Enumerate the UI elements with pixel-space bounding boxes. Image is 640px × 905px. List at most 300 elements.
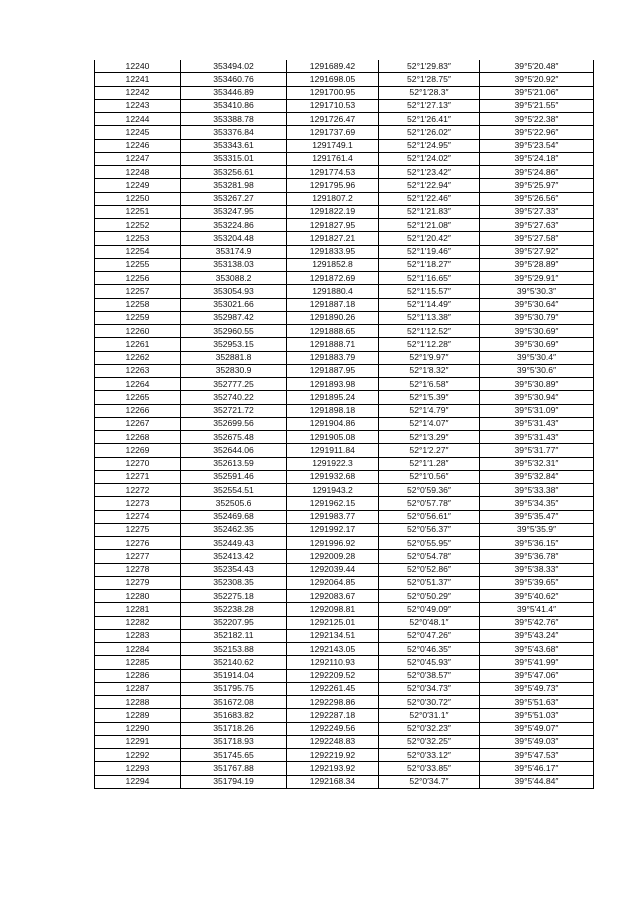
table-row: [95, 775, 594, 788]
longitude-cell: 39°5′20.48″: [480, 60, 594, 73]
table-row: [95, 152, 594, 165]
point-number-cell: 12256: [95, 272, 181, 285]
latitude-cell: 52°1′24.95″: [379, 139, 480, 152]
longitude-cell: 39°5′49.03″: [480, 735, 594, 748]
latitude-cell: 52°0′47.26″: [379, 629, 480, 642]
x-coordinate-cell: 353021.66: [181, 298, 287, 311]
table-row: [95, 311, 594, 324]
longitude-cell: 39°5′22.96″: [480, 126, 594, 139]
point-number-cell: 12291: [95, 735, 181, 748]
longitude-cell: 39°5′30.3″: [480, 285, 594, 298]
y-coordinate-cell: 1292098.81: [287, 603, 379, 616]
latitude-cell: 52°1′8.32″: [379, 364, 480, 377]
y-coordinate-cell: 1291774.53: [287, 166, 379, 179]
y-coordinate-cell: 1291710.53: [287, 99, 379, 112]
point-number-cell: 12250: [95, 192, 181, 205]
x-coordinate-cell: 351795.75: [181, 682, 287, 695]
table-row: [95, 537, 594, 550]
latitude-cell: 52°1′3.29″: [379, 431, 480, 444]
x-coordinate-cell: 353174.9: [181, 245, 287, 258]
longitude-cell: 39°5′21.55″: [480, 99, 594, 112]
longitude-cell: 39°5′31.43″: [480, 431, 594, 444]
y-coordinate-cell: 1291872.69: [287, 272, 379, 285]
x-coordinate-cell: 352238.28: [181, 603, 287, 616]
y-coordinate-cell: 1292298.86: [287, 696, 379, 709]
latitude-cell: 52°1′1.28″: [379, 457, 480, 470]
latitude-cell: 52°1′2.27″: [379, 444, 480, 457]
y-coordinate-cell: 1292134.51: [287, 629, 379, 642]
latitude-cell: 52°1′6.58″: [379, 378, 480, 391]
y-coordinate-cell: 1291992.17: [287, 523, 379, 536]
y-coordinate-cell: 1292287.18: [287, 709, 379, 722]
table-row: [95, 735, 594, 748]
table-row: [95, 232, 594, 245]
y-coordinate-cell: 1291904.86: [287, 417, 379, 430]
latitude-cell: 52°0′51.37″: [379, 576, 480, 589]
longitude-cell: 39°5′43.68″: [480, 643, 594, 656]
y-coordinate-cell: 1291911.84: [287, 444, 379, 457]
point-number-cell: 12274: [95, 510, 181, 523]
x-coordinate-cell: 352207.95: [181, 616, 287, 629]
table-row: [95, 258, 594, 271]
y-coordinate-cell: 1292125.01: [287, 616, 379, 629]
y-coordinate-cell: 1292110.93: [287, 656, 379, 669]
table-row: [95, 749, 594, 762]
longitude-cell: 39°5′31.77″: [480, 444, 594, 457]
point-number-cell: 12271: [95, 470, 181, 483]
longitude-cell: 39°5′26.56″: [480, 192, 594, 205]
table-row: [95, 709, 594, 722]
x-coordinate-cell: 352469.68: [181, 510, 287, 523]
point-number-cell: 12273: [95, 497, 181, 510]
longitude-cell: 39°5′35.47″: [480, 510, 594, 523]
longitude-cell: 39°5′30.64″: [480, 298, 594, 311]
latitude-cell: 52°0′34.73″: [379, 682, 480, 695]
latitude-cell: 52°1′29.83″: [379, 60, 480, 73]
table-row: [95, 113, 594, 126]
x-coordinate-cell: 352613.59: [181, 457, 287, 470]
table-row: [95, 86, 594, 99]
latitude-cell: 52°1′14.49″: [379, 298, 480, 311]
latitude-cell: 52°1′22.94″: [379, 179, 480, 192]
longitude-cell: 39°5′35.9″: [480, 523, 594, 536]
y-coordinate-cell: 1292249.56: [287, 722, 379, 735]
x-coordinate-cell: 351767.88: [181, 762, 287, 775]
y-coordinate-cell: 1291833.95: [287, 245, 379, 258]
x-coordinate-cell: 353267.27: [181, 192, 287, 205]
longitude-cell: 39°5′30.69″: [480, 338, 594, 351]
point-number-cell: 12292: [95, 749, 181, 762]
point-number-cell: 12246: [95, 139, 181, 152]
point-number-cell: 12261: [95, 338, 181, 351]
y-coordinate-cell: 1291852.8: [287, 258, 379, 271]
y-coordinate-cell: 1292009.28: [287, 550, 379, 563]
x-coordinate-cell: 352740.22: [181, 391, 287, 404]
table-row: [95, 643, 594, 656]
y-coordinate-cell: 1291749.1: [287, 139, 379, 152]
point-number-cell: 12286: [95, 669, 181, 682]
point-number-cell: 12280: [95, 590, 181, 603]
longitude-cell: 39°5′29.91″: [480, 272, 594, 285]
longitude-cell: 39°5′51.03″: [480, 709, 594, 722]
point-number-cell: 12243: [95, 99, 181, 112]
point-number-cell: 12270: [95, 457, 181, 470]
latitude-cell: 52°0′30.72″: [379, 696, 480, 709]
y-coordinate-cell: 1291888.71: [287, 338, 379, 351]
y-coordinate-cell: 1292193.92: [287, 762, 379, 775]
y-coordinate-cell: 1291887.95: [287, 364, 379, 377]
longitude-cell: 39°5′49.07″: [480, 722, 594, 735]
x-coordinate-cell: 352675.48: [181, 431, 287, 444]
longitude-cell: 39°5′27.92″: [480, 245, 594, 258]
y-coordinate-cell: 1292143.05: [287, 643, 379, 656]
latitude-cell: 52°1′4.79″: [379, 404, 480, 417]
longitude-cell: 39°5′32.31″: [480, 457, 594, 470]
x-coordinate-cell: 352462.35: [181, 523, 287, 536]
latitude-cell: 52°1′12.52″: [379, 325, 480, 338]
point-number-cell: 12290: [95, 722, 181, 735]
y-coordinate-cell: 1291807.2: [287, 192, 379, 205]
longitude-cell: 39°5′36.78″: [480, 550, 594, 563]
point-number-cell: 12287: [95, 682, 181, 695]
table-row: [95, 179, 594, 192]
longitude-cell: 39°5′24.18″: [480, 152, 594, 165]
x-coordinate-cell: 352505.6: [181, 497, 287, 510]
point-number-cell: 12294: [95, 775, 181, 788]
point-number-cell: 12266: [95, 404, 181, 417]
table-row: [95, 484, 594, 497]
y-coordinate-cell: 1291996.92: [287, 537, 379, 550]
x-coordinate-cell: 353054.93: [181, 285, 287, 298]
latitude-cell: 52°0′32.25″: [379, 735, 480, 748]
y-coordinate-cell: 1291698.05: [287, 73, 379, 86]
latitude-cell: 52°1′4.07″: [379, 417, 480, 430]
point-number-cell: 12284: [95, 643, 181, 656]
y-coordinate-cell: 1292219.92: [287, 749, 379, 762]
x-coordinate-cell: 352591.46: [181, 470, 287, 483]
x-coordinate-cell: 352308.35: [181, 576, 287, 589]
table-row: [95, 656, 594, 669]
longitude-cell: 39°5′30.89″: [480, 378, 594, 391]
longitude-cell: 39°5′51.63″: [480, 696, 594, 709]
y-coordinate-cell: 1291962.15: [287, 497, 379, 510]
x-coordinate-cell: 353088.2: [181, 272, 287, 285]
longitude-cell: 39°5′22.38″: [480, 113, 594, 126]
point-number-cell: 12244: [95, 113, 181, 126]
table-row: [95, 219, 594, 232]
latitude-cell: 52°0′50.29″: [379, 590, 480, 603]
longitude-cell: 39°5′39.65″: [480, 576, 594, 589]
latitude-cell: 52°1′28.3″: [379, 86, 480, 99]
y-coordinate-cell: 1291689.42: [287, 60, 379, 73]
longitude-cell: 39°5′30.69″: [480, 325, 594, 338]
x-coordinate-cell: 353138.03: [181, 258, 287, 271]
point-number-cell: 12277: [95, 550, 181, 563]
y-coordinate-cell: 1291726.47: [287, 113, 379, 126]
x-coordinate-cell: 352449.43: [181, 537, 287, 550]
x-coordinate-cell: 351683.82: [181, 709, 287, 722]
point-number-cell: 12288: [95, 696, 181, 709]
latitude-cell: 52°0′31.1″: [379, 709, 480, 722]
x-coordinate-cell: 353315.01: [181, 152, 287, 165]
point-number-cell: 12251: [95, 205, 181, 218]
longitude-cell: 39°5′27.63″: [480, 219, 594, 232]
latitude-cell: 52°0′59.36″: [379, 484, 480, 497]
coordinates-table-body: [95, 60, 594, 788]
longitude-cell: 39°5′43.24″: [480, 629, 594, 642]
point-number-cell: 12240: [95, 60, 181, 73]
longitude-cell: 39°5′27.58″: [480, 232, 594, 245]
latitude-cell: 52°1′15.57″: [379, 285, 480, 298]
longitude-cell: 39°5′20.92″: [480, 73, 594, 86]
latitude-cell: 52°1′0.56″: [379, 470, 480, 483]
table-row: [95, 272, 594, 285]
y-coordinate-cell: 1291761.4: [287, 152, 379, 165]
longitude-cell: 39°5′38.33″: [480, 563, 594, 576]
latitude-cell: 52°1′19.46″: [379, 245, 480, 258]
x-coordinate-cell: 351672.08: [181, 696, 287, 709]
x-coordinate-cell: 352830.9: [181, 364, 287, 377]
x-coordinate-cell: 352987.42: [181, 311, 287, 324]
latitude-cell: 52°0′49.09″: [379, 603, 480, 616]
table-row: [95, 616, 594, 629]
point-number-cell: 12272: [95, 484, 181, 497]
longitude-cell: 39°5′44.84″: [480, 775, 594, 788]
point-number-cell: 12257: [95, 285, 181, 298]
longitude-cell: 39°5′41.99″: [480, 656, 594, 669]
x-coordinate-cell: 352644.06: [181, 444, 287, 457]
latitude-cell: 52°0′46.35″: [379, 643, 480, 656]
table-row: [95, 60, 594, 73]
longitude-cell: 39°5′31.09″: [480, 404, 594, 417]
table-row: [95, 457, 594, 470]
point-number-cell: 12268: [95, 431, 181, 444]
point-number-cell: 12282: [95, 616, 181, 629]
y-coordinate-cell: 1292209.52: [287, 669, 379, 682]
table-row: [95, 417, 594, 430]
latitude-cell: 52°1′16.65″: [379, 272, 480, 285]
table-row: [95, 325, 594, 338]
latitude-cell: 52°0′38.57″: [379, 669, 480, 682]
x-coordinate-cell: 353281.98: [181, 179, 287, 192]
table-row: [95, 378, 594, 391]
latitude-cell: 52°0′33.12″: [379, 749, 480, 762]
x-coordinate-cell: 352777.25: [181, 378, 287, 391]
point-number-cell: 12241: [95, 73, 181, 86]
latitude-cell: 52°0′48.1″: [379, 616, 480, 629]
x-coordinate-cell: 352275.18: [181, 590, 287, 603]
table-row: [95, 166, 594, 179]
point-number-cell: 12262: [95, 351, 181, 364]
point-number-cell: 12242: [95, 86, 181, 99]
point-number-cell: 12253: [95, 232, 181, 245]
latitude-cell: 52°1′18.27″: [379, 258, 480, 271]
y-coordinate-cell: 1292261.45: [287, 682, 379, 695]
table-row: [95, 550, 594, 563]
table-row: [95, 722, 594, 735]
x-coordinate-cell: 352354.43: [181, 563, 287, 576]
latitude-cell: 52°1′5.39″: [379, 391, 480, 404]
longitude-cell: 39°5′23.54″: [480, 139, 594, 152]
y-coordinate-cell: 1291883.79: [287, 351, 379, 364]
x-coordinate-cell: 352413.42: [181, 550, 287, 563]
x-coordinate-cell: 353247.95: [181, 205, 287, 218]
longitude-cell: 39°5′31.43″: [480, 417, 594, 430]
table-row: [95, 523, 594, 536]
x-coordinate-cell: 351794.19: [181, 775, 287, 788]
y-coordinate-cell: 1292064.85: [287, 576, 379, 589]
table-row: [95, 669, 594, 682]
point-number-cell: 12278: [95, 563, 181, 576]
longitude-cell: 39°5′25.97″: [480, 179, 594, 192]
latitude-cell: 52°0′55.95″: [379, 537, 480, 550]
x-coordinate-cell: 353446.89: [181, 86, 287, 99]
latitude-cell: 52°0′34.7″: [379, 775, 480, 788]
point-number-cell: 12247: [95, 152, 181, 165]
y-coordinate-cell: 1292083.67: [287, 590, 379, 603]
latitude-cell: 52°0′33.85″: [379, 762, 480, 775]
y-coordinate-cell: 1291905.08: [287, 431, 379, 444]
table-row: [95, 576, 594, 589]
x-coordinate-cell: 353204.48: [181, 232, 287, 245]
latitude-cell: 52°1′21.83″: [379, 205, 480, 218]
table-row: [95, 682, 594, 695]
y-coordinate-cell: 1291737.69: [287, 126, 379, 139]
x-coordinate-cell: 351745.65: [181, 749, 287, 762]
latitude-cell: 52°0′54.78″: [379, 550, 480, 563]
longitude-cell: 39°5′27.33″: [480, 205, 594, 218]
table-row: [95, 444, 594, 457]
x-coordinate-cell: 352554.51: [181, 484, 287, 497]
x-coordinate-cell: 351914.04: [181, 669, 287, 682]
y-coordinate-cell: 1291888.65: [287, 325, 379, 338]
latitude-cell: 52°0′45.93″: [379, 656, 480, 669]
latitude-cell: 52°1′21.08″: [379, 219, 480, 232]
table-row: [95, 696, 594, 709]
latitude-cell: 52°1′9.97″: [379, 351, 480, 364]
table-row: [95, 431, 594, 444]
point-number-cell: 12264: [95, 378, 181, 391]
point-number-cell: 12255: [95, 258, 181, 271]
longitude-cell: 39°5′24.86″: [480, 166, 594, 179]
x-coordinate-cell: 353388.78: [181, 113, 287, 126]
latitude-cell: 52°1′24.02″: [379, 152, 480, 165]
latitude-cell: 52°0′56.61″: [379, 510, 480, 523]
y-coordinate-cell: 1292039.44: [287, 563, 379, 576]
y-coordinate-cell: 1291880.4: [287, 285, 379, 298]
x-coordinate-cell: 352881.8: [181, 351, 287, 364]
table-row: [95, 762, 594, 775]
table-row: [95, 139, 594, 152]
point-number-cell: 12279: [95, 576, 181, 589]
y-coordinate-cell: 1292168.34: [287, 775, 379, 788]
table-row: [95, 603, 594, 616]
point-number-cell: 12248: [95, 166, 181, 179]
y-coordinate-cell: 1291895.24: [287, 391, 379, 404]
table-row: [95, 298, 594, 311]
latitude-cell: 52°1′26.02″: [379, 126, 480, 139]
table-row: [95, 563, 594, 576]
table-row: [95, 338, 594, 351]
x-coordinate-cell: 352960.55: [181, 325, 287, 338]
latitude-cell: 52°1′28.75″: [379, 73, 480, 86]
table-row: [95, 99, 594, 112]
table-row: [95, 510, 594, 523]
point-number-cell: 12281: [95, 603, 181, 616]
y-coordinate-cell: 1291983.77: [287, 510, 379, 523]
x-coordinate-cell: 353256.61: [181, 166, 287, 179]
table-row: [95, 470, 594, 483]
y-coordinate-cell: 1291922.3: [287, 457, 379, 470]
point-number-cell: 12267: [95, 417, 181, 430]
y-coordinate-cell: 1291822.19: [287, 205, 379, 218]
x-coordinate-cell: 353460.76: [181, 73, 287, 86]
table-row: [95, 351, 594, 364]
point-number-cell: 12285: [95, 656, 181, 669]
y-coordinate-cell: 1291795.96: [287, 179, 379, 192]
y-coordinate-cell: 1292248.83: [287, 735, 379, 748]
y-coordinate-cell: 1291893.98: [287, 378, 379, 391]
x-coordinate-cell: 352140.62: [181, 656, 287, 669]
table-row: [95, 497, 594, 510]
longitude-cell: 39°5′36.15″: [480, 537, 594, 550]
point-number-cell: 12249: [95, 179, 181, 192]
longitude-cell: 39°5′32.84″: [480, 470, 594, 483]
latitude-cell: 52°1′20.42″: [379, 232, 480, 245]
point-number-cell: 12293: [95, 762, 181, 775]
longitude-cell: 39°5′47.53″: [480, 749, 594, 762]
longitude-cell: 39°5′21.06″: [480, 86, 594, 99]
longitude-cell: 39°5′33.38″: [480, 484, 594, 497]
point-number-cell: 12263: [95, 364, 181, 377]
point-number-cell: 12258: [95, 298, 181, 311]
longitude-cell: 39°5′30.6″: [480, 364, 594, 377]
table-row: [95, 629, 594, 642]
x-coordinate-cell: 353224.86: [181, 219, 287, 232]
longitude-cell: 39°5′49.73″: [480, 682, 594, 695]
table-row: [95, 245, 594, 258]
table-row: [95, 126, 594, 139]
x-coordinate-cell: 352153.88: [181, 643, 287, 656]
longitude-cell: 39°5′47.06″: [480, 669, 594, 682]
x-coordinate-cell: 352182.11: [181, 629, 287, 642]
y-coordinate-cell: 1291932.68: [287, 470, 379, 483]
x-coordinate-cell: 352953.15: [181, 338, 287, 351]
point-number-cell: 12269: [95, 444, 181, 457]
longitude-cell: 39°5′28.89″: [480, 258, 594, 271]
x-coordinate-cell: 353376.84: [181, 126, 287, 139]
latitude-cell: 52°0′52.86″: [379, 563, 480, 576]
y-coordinate-cell: 1291827.21: [287, 232, 379, 245]
point-number-cell: 12265: [95, 391, 181, 404]
point-number-cell: 12259: [95, 311, 181, 324]
point-number-cell: 12283: [95, 629, 181, 642]
x-coordinate-cell: 353494.02: [181, 60, 287, 73]
y-coordinate-cell: 1291827.95: [287, 219, 379, 232]
table-row: [95, 364, 594, 377]
table-row: [95, 205, 594, 218]
latitude-cell: 52°0′57.78″: [379, 497, 480, 510]
point-number-cell: 12275: [95, 523, 181, 536]
x-coordinate-cell: 353410.86: [181, 99, 287, 112]
latitude-cell: 52°1′23.42″: [379, 166, 480, 179]
x-coordinate-cell: 351718.26: [181, 722, 287, 735]
table-row: [95, 192, 594, 205]
x-coordinate-cell: 352721.72: [181, 404, 287, 417]
latitude-cell: 52°1′12.28″: [379, 338, 480, 351]
latitude-cell: 52°1′26.41″: [379, 113, 480, 126]
longitude-cell: 39°5′30.94″: [480, 391, 594, 404]
